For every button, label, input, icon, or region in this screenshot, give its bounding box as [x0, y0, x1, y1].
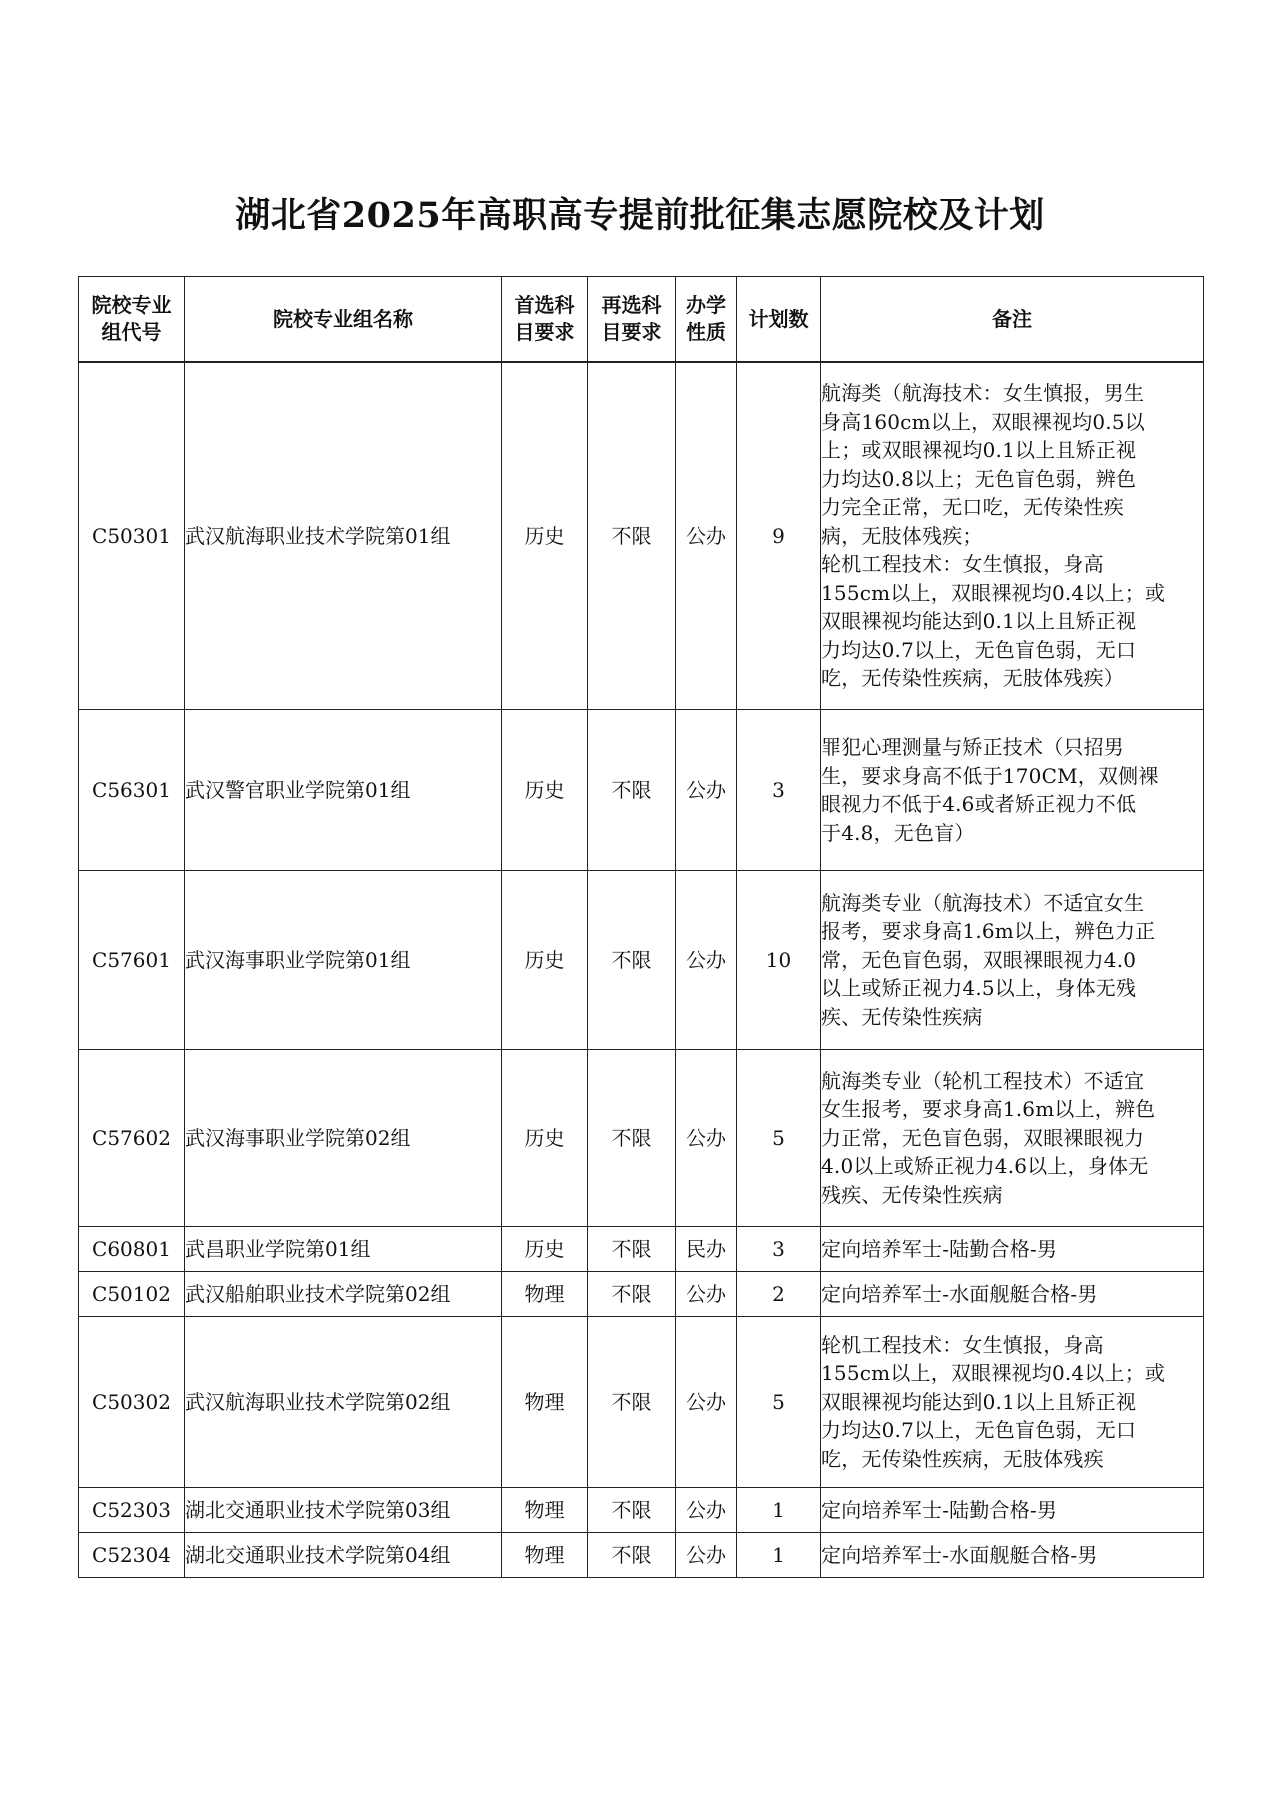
cell-name: 武汉航海职业技术学院第02组 [185, 1317, 502, 1488]
cell-second-subject: 不限 [588, 1317, 676, 1488]
cell-notes [821, 1533, 1204, 1578]
note-line: 轮机工程技术：女生慎报，身高 [821, 552, 1104, 577]
cell-notes [821, 1227, 1204, 1272]
cell-notes [821, 362, 1204, 710]
note-line: 4.0以上或矫正视力4.6以上，身体无 [821, 1154, 1149, 1179]
cell-first-subject: 历史 [502, 1050, 588, 1227]
cell-notes [821, 1317, 1204, 1488]
cell-plan-count: 9 [737, 362, 821, 710]
cell-code: C57602 [79, 1050, 185, 1227]
table-row [79, 1533, 1204, 1578]
cell-notes [821, 1488, 1204, 1533]
table-row [79, 1227, 1204, 1272]
note-line: 常，无色盲色弱，双眼裸眼视力4.0 [821, 947, 1137, 972]
cell-first-subject: 历史 [502, 871, 588, 1050]
cell-plan-count: 5 [737, 1317, 821, 1488]
cell-code: C52303 [79, 1488, 185, 1533]
note-line: 航海类（航海技术：女生慎报，男生 [821, 381, 1145, 406]
note-line: 上；或双眼裸视均0.1以上且矫正视 [821, 438, 1137, 463]
note-line: 155cm以上，双眼裸视均0.4以上；或 [821, 580, 1166, 605]
note-line: 力均达0.7以上，无色盲色弱，无口 [821, 637, 1137, 662]
table-header-row [79, 277, 1204, 363]
cell-second-subject: 不限 [588, 1533, 676, 1578]
cell-nature: 公办 [676, 1050, 737, 1227]
note-line: 身高160cm以上，双眼裸视均0.5以 [821, 409, 1145, 434]
note-line: 病，无肢体残疾； [821, 523, 983, 548]
cell-nature: 公办 [676, 362, 737, 710]
cell-plan-count: 1 [737, 1533, 821, 1578]
cell-nature: 公办 [676, 871, 737, 1050]
note-line: 吃，无传染性疾病，无肢体残疾 [821, 1446, 1104, 1471]
note-line: 力均达0.7以上，无色盲色弱，无口 [821, 1418, 1137, 1443]
note-line: 定向培养军士-水面舰艇合格-男 [821, 1281, 1098, 1306]
note-line: 力均达0.8以上；无色盲色弱，辨色 [821, 466, 1137, 491]
cell-name: 武汉船舶职业技术学院第02组 [185, 1272, 502, 1317]
cell-nature: 公办 [676, 1533, 737, 1578]
cell-notes [821, 1050, 1204, 1227]
cell-plan-count: 3 [737, 1227, 821, 1272]
header-nature: 办学 性质 [676, 277, 737, 363]
cell-name: 湖北交通职业技术学院第04组 [185, 1533, 502, 1578]
note-line: 吃，无传染性疾病，无肢体残疾） [821, 666, 1124, 691]
cell-code: C50102 [79, 1272, 185, 1317]
cell-nature: 公办 [676, 1488, 737, 1533]
note-line: 报考，要求身高1.6m以上，辨色力正 [821, 919, 1156, 944]
header-name: 院校专业组名称 [185, 277, 502, 363]
cell-second-subject: 不限 [588, 362, 676, 710]
note-line: 双眼裸视均能达到0.1以上且矫正视 [821, 1389, 1137, 1414]
cell-first-subject: 物理 [502, 1488, 588, 1533]
table-row [79, 710, 1204, 871]
cell-notes [821, 871, 1204, 1050]
note-line: 航海类专业（航海技术）不适宜女生 [821, 890, 1145, 915]
cell-plan-count: 2 [737, 1272, 821, 1317]
table-row [79, 1317, 1204, 1488]
note-line: 力完全正常，无口吃，无传染性疾 [821, 495, 1124, 520]
cell-first-subject: 历史 [502, 710, 588, 871]
cell-nature: 公办 [676, 1317, 737, 1488]
note-line: 女生报考，要求身高1.6m以上，辨色 [821, 1097, 1156, 1122]
header-first-subject: 首选科 目要求 [502, 277, 588, 363]
table-row [79, 362, 1204, 710]
table-row [79, 871, 1204, 1050]
cell-name: 武昌职业学院第01组 [185, 1227, 502, 1272]
note-line: 残疾、无传染性疾病 [821, 1182, 1003, 1207]
cell-code: C57601 [79, 871, 185, 1050]
cell-name: 武汉海事职业学院第02组 [185, 1050, 502, 1227]
cell-second-subject: 不限 [588, 871, 676, 1050]
cell-plan-count: 5 [737, 1050, 821, 1227]
header-second-subject: 再选科 目要求 [588, 277, 676, 363]
cell-second-subject: 不限 [588, 1272, 676, 1317]
note-line: 155cm以上，双眼裸视均0.4以上；或 [821, 1361, 1166, 1386]
cell-nature: 公办 [676, 710, 737, 871]
cell-code: C50301 [79, 362, 185, 710]
cell-code: C60801 [79, 1227, 185, 1272]
cell-first-subject: 物理 [502, 1533, 588, 1578]
note-line: 生，要求身高不低于170CM，双侧裸 [821, 763, 1159, 788]
cell-code: C52304 [79, 1533, 185, 1578]
note-line: 双眼裸视均能达到0.1以上且矫正视 [821, 609, 1137, 634]
cell-second-subject: 不限 [588, 1227, 676, 1272]
cell-nature: 公办 [676, 1272, 737, 1317]
note-line: 疾、无传染性疾病 [821, 1004, 983, 1029]
cell-name: 武汉航海职业技术学院第01组 [185, 362, 502, 710]
note-line: 定向培养军士-水面舰艇合格-男 [821, 1542, 1098, 1567]
cell-second-subject: 不限 [588, 1050, 676, 1227]
cell-plan-count: 3 [737, 710, 821, 871]
cell-first-subject: 物理 [502, 1317, 588, 1488]
table-row [79, 1488, 1204, 1533]
page-title: 湖北省2025年高职高专提前批征集志愿院校及计划 [235, 195, 1045, 236]
note-line: 于4.8，无色盲） [821, 820, 975, 845]
cell-nature: 民办 [676, 1227, 737, 1272]
cell-plan-count: 1 [737, 1488, 821, 1533]
cell-plan-count: 10 [737, 871, 821, 1050]
note-line: 航海类专业（轮机工程技术）不适宜 [821, 1068, 1145, 1093]
cell-name: 武汉警官职业学院第01组 [185, 710, 502, 871]
cell-second-subject: 不限 [588, 1488, 676, 1533]
header-code: 院校专业 组代号 [79, 277, 185, 363]
note-line: 力正常，无色盲色弱，双眼裸眼视力 [821, 1125, 1145, 1150]
cell-notes [821, 710, 1204, 871]
table-row [79, 1050, 1204, 1227]
note-line: 罪犯心理测量与矫正技术（只招男 [821, 735, 1124, 759]
note-line: 定向培养军士-陆勤合格-男 [821, 1497, 1058, 1522]
cell-first-subject: 历史 [502, 1227, 588, 1272]
header-plan-count: 计划数 [737, 277, 821, 363]
table-row [79, 1272, 1204, 1317]
note-line: 轮机工程技术：女生慎报，身高 [821, 1332, 1104, 1357]
note-line: 以上或矫正视力4.5以上，身体无残 [821, 976, 1137, 1001]
cell-first-subject: 历史 [502, 362, 588, 710]
note-line: 眼视力不低于4.6或者矫正视力不低 [821, 792, 1137, 816]
cell-notes [821, 1272, 1204, 1317]
note-line: 定向培养军士-陆勤合格-男 [821, 1236, 1058, 1261]
cell-second-subject: 不限 [588, 710, 676, 871]
cell-first-subject: 物理 [502, 1272, 588, 1317]
enrollment-plan-table [78, 276, 1204, 1578]
cell-code: C56301 [79, 710, 185, 871]
cell-name: 湖北交通职业技术学院第03组 [185, 1488, 502, 1533]
cell-name: 武汉海事职业学院第01组 [185, 871, 502, 1050]
cell-code: C50302 [79, 1317, 185, 1488]
header-notes: 备注 [821, 277, 1204, 363]
